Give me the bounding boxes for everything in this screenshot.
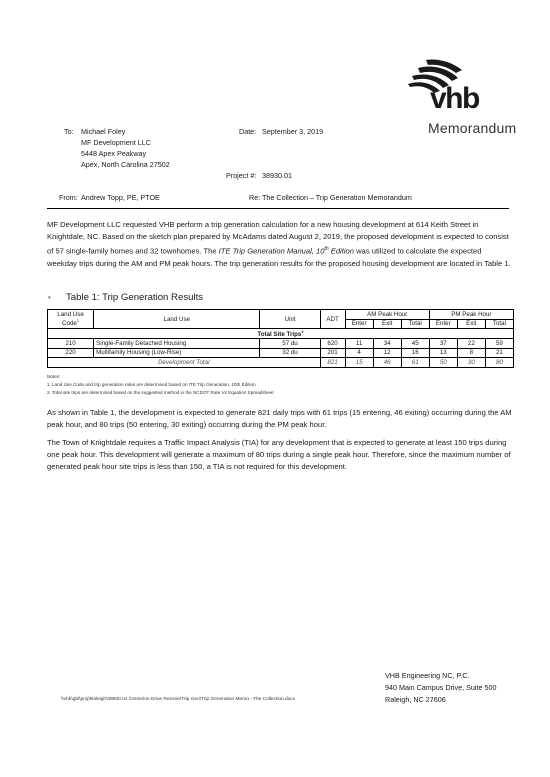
am-enter-header: Enter [345,319,373,329]
table-row [48,348,514,358]
to-label: To: [64,127,74,136]
total-label: Development Total [48,358,321,368]
pm-total-header: Total [485,319,513,329]
total-pm-exit: 30 [457,358,485,368]
to-company: MF Development LLC [81,138,151,147]
am-total-header: Total [401,319,429,329]
col-header-land-use: Land Use [94,310,260,329]
intro-italic-1: ITE Trip Generation Manual, 10 [218,246,325,256]
footer-city: Raleigh, NC 27606 [385,695,446,704]
subheader-text: Total Site Trips [257,331,302,339]
cell-code: 220 [48,348,94,358]
total-am-exit: 46 [373,358,401,368]
intro-paragraph [47,219,513,270]
logo-wordmark: vhb [430,82,479,115]
lu-code-line2: Code [62,320,77,328]
footer-address [385,670,496,706]
cell-am-total: 16 [401,348,429,358]
cell-code: 210 [48,339,94,349]
lu-code-sup: 1 [76,317,80,323]
cell-pm-total: 21 [485,348,513,358]
table-row [48,339,514,349]
pm-enter-header: Enter [429,319,457,329]
cell-use: Single-Family Detached Housing [94,339,260,349]
cell-am-enter: 11 [345,339,373,349]
bullet-icon: • [48,293,51,302]
note-1: 1. Land Use Code and trip generation rates are determined based on ITE Trip Generation, 10th Edition [47,382,256,387]
to-street: 5448 Apex Peakway [81,149,147,158]
cell-pm-enter: 37 [429,339,457,349]
cell-adt: 201 [320,348,345,358]
re-label: Re: [249,193,261,202]
total-pm-total: 80 [485,358,513,368]
intro-sup: th [324,246,329,253]
cell-am-exit: 34 [373,339,401,349]
intro-text-a: MF Development LLC requested VHB perform a trip generation calculation for a new housing development at 614 Keith Street in Knightdale, NC. Based on the sketch plan prepared by McAdams dated August 2, 2019, the proposed development is expected to consist of 57 single-family homes and 32 townhomes. The [47,220,509,256]
footer-file-path: \\vhb\gbl\proj\Raleigh\38930.01 Centurion Drive Rezone\Trip Gen\Trip Generation Memo - The Collection.docx [61,697,296,702]
total-am-total: 61 [401,358,429,368]
cell-am-enter: 4 [345,348,373,358]
footer-street: 940 Main Campus Drive, Suite 500 [385,683,497,692]
note-2: 2. Total site trips are determined based on the suggested method in the NCDOT Rate Vs Equation Spreadsheet [47,390,274,395]
intro-text-b: was utilized to calculate the expected weekday trips during the AM and PM peak hours. The trip generation results for the proposed housing development are located in Table 1. [47,246,511,269]
cell-pm-total: 59 [485,339,513,349]
cell-adt: 620 [320,339,345,349]
to-city: Apex, North Carolina 27502 [81,160,170,169]
pm-exit-header: Exit [457,319,485,329]
total-am-enter: 15 [345,358,373,368]
total-pm-enter: 50 [429,358,457,368]
cell-unit: 32 du [260,348,320,358]
table-total-row [48,358,514,368]
am-exit-header: Exit [373,319,401,329]
total-adt: 821 [320,358,345,368]
cell-pm-exit: 8 [457,348,485,358]
cell-unit: 57 du [260,339,320,349]
to-name: Michael Foley [81,127,126,136]
col-header-unit: Unit [260,310,320,329]
table-header-row-1 [48,310,514,320]
col-header-am: AM Peak Hour [345,310,429,320]
total-site-trips-header [48,329,514,339]
date-label: Date: [239,127,257,136]
col-header-lu-code [48,310,94,329]
col-header-pm: PM Peak Hour [429,310,513,320]
table-subheader-row [48,329,514,339]
cell-pm-exit: 22 [457,339,485,349]
footer-company: VHB Engineering NC, P.C. [385,671,470,680]
table-title: Table 1: Trip Generation Results [66,292,204,303]
paragraph-tia: The Town of Knightdale requires a Traffic Impact Analysis (TIA) for any development that is expected to generate at least 150 trips during one peak hour. This development will generate a maximum of 80 trips during a single peak hour. Therefore, since the maximum number of generated peak hour site trips is less than 150, a TIA is not required for this development. [47,438,511,472]
re-value: The Collection – Trip Generation Memorandum [262,193,412,202]
cell-am-exit: 12 [373,348,401,358]
intro-italic-2: Edition [328,246,354,256]
cell-use: Multifamily Housing (Low-Rise) [94,348,260,358]
header-divider [47,208,509,209]
paragraph-results: As shown in Table 1, the development is expected to generate 821 daily trips with 61 trips (15 entering, 46 exiting) occurring during the AM peak hour, and 80 trips (50 entering, 30 exiting) occurring during the PM peak hour. [47,408,512,430]
project-value: 38930.01 [262,171,292,180]
notes-title: Notes: [47,374,61,379]
cell-am-total: 45 [401,339,429,349]
col-header-adt: ADT [320,310,345,329]
document-type: Memorandum [428,120,517,136]
date-value: September 3, 2019 [262,127,324,136]
lu-code-line1: Land Use [57,310,84,318]
trip-generation-table [47,309,514,368]
cell-pm-enter: 13 [429,348,457,358]
subheader-sup: 2 [301,329,304,334]
from-value: Andrew Topp, PE, PTOE [81,193,160,202]
from-label: From: [59,193,78,202]
project-label: Project #: [226,171,257,180]
